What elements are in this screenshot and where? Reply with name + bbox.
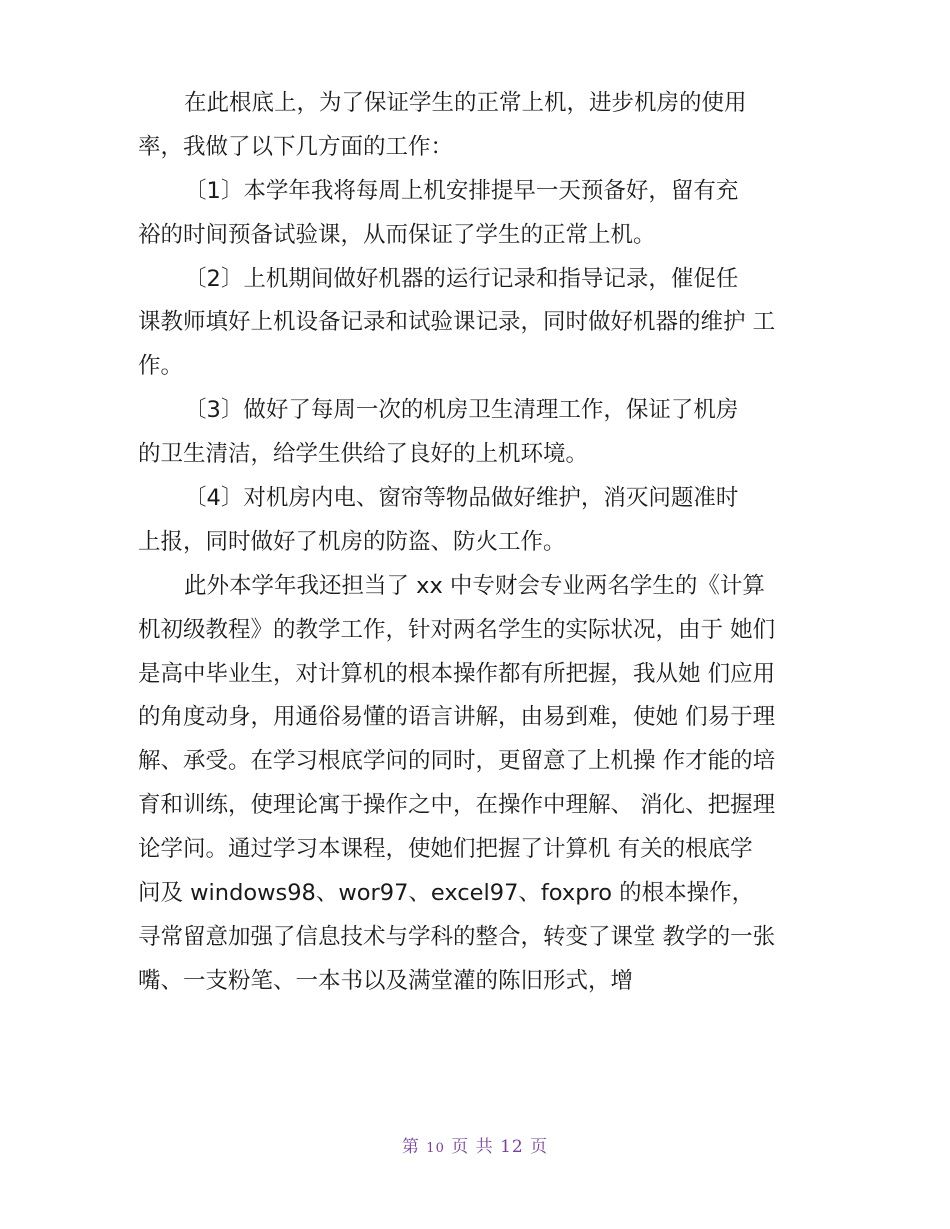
text-line: 课教师填好上机设备记录和试验课记录，同时做好机器的维护 工 xyxy=(138,309,776,336)
text-line: 上报，同时做好了机房的防盗、防火工作。 xyxy=(138,528,566,555)
text-line: 在此根底上，为了保证学生的正常上机，进步机房的使用 xyxy=(184,90,747,116)
text-line: 率，我做了以下几方面的工作： xyxy=(138,133,454,160)
footer-suffix: 页 xyxy=(530,1137,549,1157)
text-line: 裕的时间预备试验课，从而保证了学生的正常上机。 xyxy=(138,221,656,248)
text-line: 是高中毕业生，对计算机的根本操作都有所把握，我从她 们应用 xyxy=(138,660,776,687)
total-pages-number: 12 xyxy=(500,1137,524,1157)
text-line: 〔1〕本学年我将每周上机安排提早一天预备好，留有充 xyxy=(184,177,739,204)
footer-middle: 页 共 xyxy=(451,1137,494,1157)
text-line: 问及 windows98、wor97、excel97、foxpro 的根本操作， xyxy=(138,880,755,907)
text-line: 育和训练，使理论寓于操作之中，在操作中理解、 消化、把握理 xyxy=(138,792,776,819)
text-line: 的卫生清洁，给学生供给了良好的上机环境。 xyxy=(138,441,589,468)
page-footer xyxy=(0,1132,950,1157)
text-line: 嘴、一支粉笔、一本书以及满堂灌的陈旧形式，增 xyxy=(138,967,634,994)
text-line: 作。 xyxy=(138,353,184,380)
text-line: 〔2〕上机期间做好机器的运行记录和指导记录，催促任 xyxy=(184,265,739,292)
body-text xyxy=(138,82,810,1004)
text-line: 〔3〕做好了每周一次的机房卫生清理工作，保证了机房 xyxy=(184,397,739,424)
text-line: 论学问。通过学习本课程，使她们把握了计算机 有关的根底学 xyxy=(138,836,753,863)
text-line: 此外本学年我还担当了 xx 中专财会专业两名学生的《计算 xyxy=(184,572,765,599)
text-line: 解、承受。在学习根底学问的同时，更留意了上机操 作才能的培 xyxy=(138,748,776,775)
footer-prefix: 第 xyxy=(401,1137,420,1157)
text-line: 的角度动身，用通俗易懂的语言讲解，由易到难，使她 们易于理 xyxy=(138,704,776,731)
text-line: 寻常留意加强了信息技术与学科的整合，转变了课堂 教学的一张 xyxy=(138,923,776,950)
text-line: 机初级教程》的教学工作，针对两名学生的实际状况，由于 她们 xyxy=(138,616,776,643)
current-page-number: 10 xyxy=(426,1141,445,1156)
text-line: 〔4〕对机房内电、窗帘等物品做好维护，消灭问题准时 xyxy=(184,485,739,512)
